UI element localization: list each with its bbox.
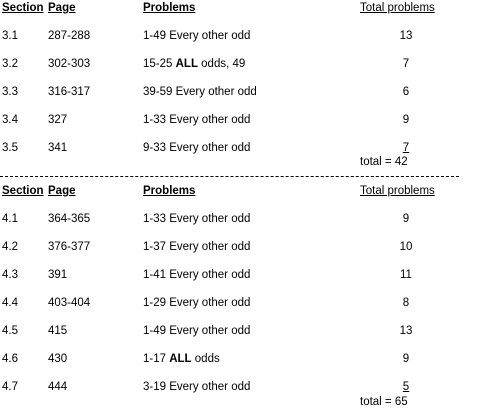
section-total: total = 42 (360, 156, 408, 168)
section-number: 4.4 (2, 297, 18, 309)
section-number: 3.2 (2, 58, 18, 70)
section-total: total = 65 (360, 396, 408, 408)
problems-text-pre: 1-49 Every other odd (143, 30, 251, 42)
problems-text (143, 57, 245, 71)
section-number: 3.4 (2, 114, 18, 126)
page-range: 391 (48, 269, 68, 281)
total-problems-header: Total problems (360, 185, 435, 197)
problems-text (143, 352, 220, 366)
problem-count: 8 (402, 297, 410, 309)
problems-header: Problems (143, 2, 196, 14)
page-range: 327 (48, 114, 68, 126)
table-row (0, 324, 479, 338)
problem-count (388, 380, 424, 394)
problem-count: 9 (402, 353, 410, 365)
problems-text-pre: 1-29 Every other odd (143, 297, 251, 309)
problem-count-last: 7 (402, 142, 410, 154)
section-number: 4.7 (2, 381, 18, 393)
table-row (0, 296, 479, 310)
problems-text (143, 268, 250, 282)
problems-text-pre: 1-33 Every other odd (143, 213, 251, 225)
problem-count: 11 (400, 269, 412, 281)
problems-text-emphasis: ALL (169, 353, 192, 365)
section-number: 3.5 (2, 142, 18, 154)
problem-count-last: 5 (402, 381, 410, 393)
problem-count: 6 (402, 86, 410, 98)
page-range: 341 (48, 142, 68, 154)
problems-text-pre: 39-59 Every other odd (143, 86, 257, 98)
problems-text (143, 240, 250, 254)
problem-count: 13 (399, 325, 413, 337)
page-range: 316-317 (48, 86, 91, 98)
problems-text-pre: 1-41 Every other odd (143, 269, 251, 281)
problems-text (143, 29, 250, 43)
problems-text-post: odds (191, 353, 220, 365)
section-number: 4.1 (2, 213, 18, 225)
problems-text (143, 324, 250, 338)
table-row (0, 352, 479, 366)
problem-count: 9 (402, 213, 410, 225)
problems-text (143, 212, 250, 226)
section-number: 3.3 (2, 86, 18, 98)
problems-text-pre: 9-33 Every other odd (143, 142, 251, 154)
problems-header: Problems (143, 185, 196, 197)
page-range: 287-288 (48, 30, 91, 42)
table-row (0, 380, 479, 394)
problem-count: 13 (399, 30, 413, 42)
table-row (0, 29, 479, 43)
problem-count: 9 (402, 114, 410, 126)
problems-text-post: odds, 49 (197, 58, 246, 70)
table-header-row (0, 184, 479, 198)
problems-text (143, 113, 250, 127)
page-range: 364-365 (48, 213, 91, 225)
problem-count (388, 141, 424, 155)
section-number: 4.2 (2, 241, 18, 253)
total-problems-header: Total problems (360, 2, 435, 14)
page-range: 444 (48, 381, 68, 393)
problems-text (143, 141, 250, 155)
problems-text-emphasis: ALL (175, 58, 198, 70)
section-number: 4.5 (2, 325, 18, 337)
table-row (0, 240, 479, 254)
table-row (0, 212, 479, 226)
page-header: Page (48, 185, 76, 197)
section-header: Section (2, 2, 44, 14)
section-header: Section (2, 185, 44, 197)
problems-text-pre: 1-37 Every other odd (143, 241, 251, 253)
problems-text (143, 380, 250, 394)
section-number: 4.6 (2, 353, 18, 365)
problem-count: 7 (402, 58, 410, 70)
problems-text-pre: 15-25 (143, 58, 176, 70)
problem-count: 10 (399, 241, 413, 253)
table-row (0, 57, 479, 71)
problems-text-pre: 1-17 (143, 353, 170, 365)
page-range: 430 (48, 353, 68, 365)
page-range: 403-404 (48, 297, 91, 309)
table-header-row (0, 1, 479, 15)
page-header: Page (48, 2, 76, 14)
problems-text-pre: 1-33 Every other odd (143, 114, 251, 126)
section-divider (0, 176, 459, 177)
problems-text-pre: 3-19 Every other odd (143, 381, 251, 393)
problems-text (143, 85, 257, 99)
problems-text (143, 296, 250, 310)
table-row (0, 141, 479, 155)
section-number: 3.1 (2, 30, 18, 42)
table-row (0, 268, 479, 282)
section-number: 4.3 (2, 269, 18, 281)
problems-text-pre: 1-49 Every other odd (143, 325, 251, 337)
page-range: 376-377 (48, 241, 91, 253)
table-row (0, 113, 479, 127)
table-row (0, 85, 479, 99)
page-range: 302-303 (48, 58, 91, 70)
page-range: 415 (48, 325, 68, 337)
